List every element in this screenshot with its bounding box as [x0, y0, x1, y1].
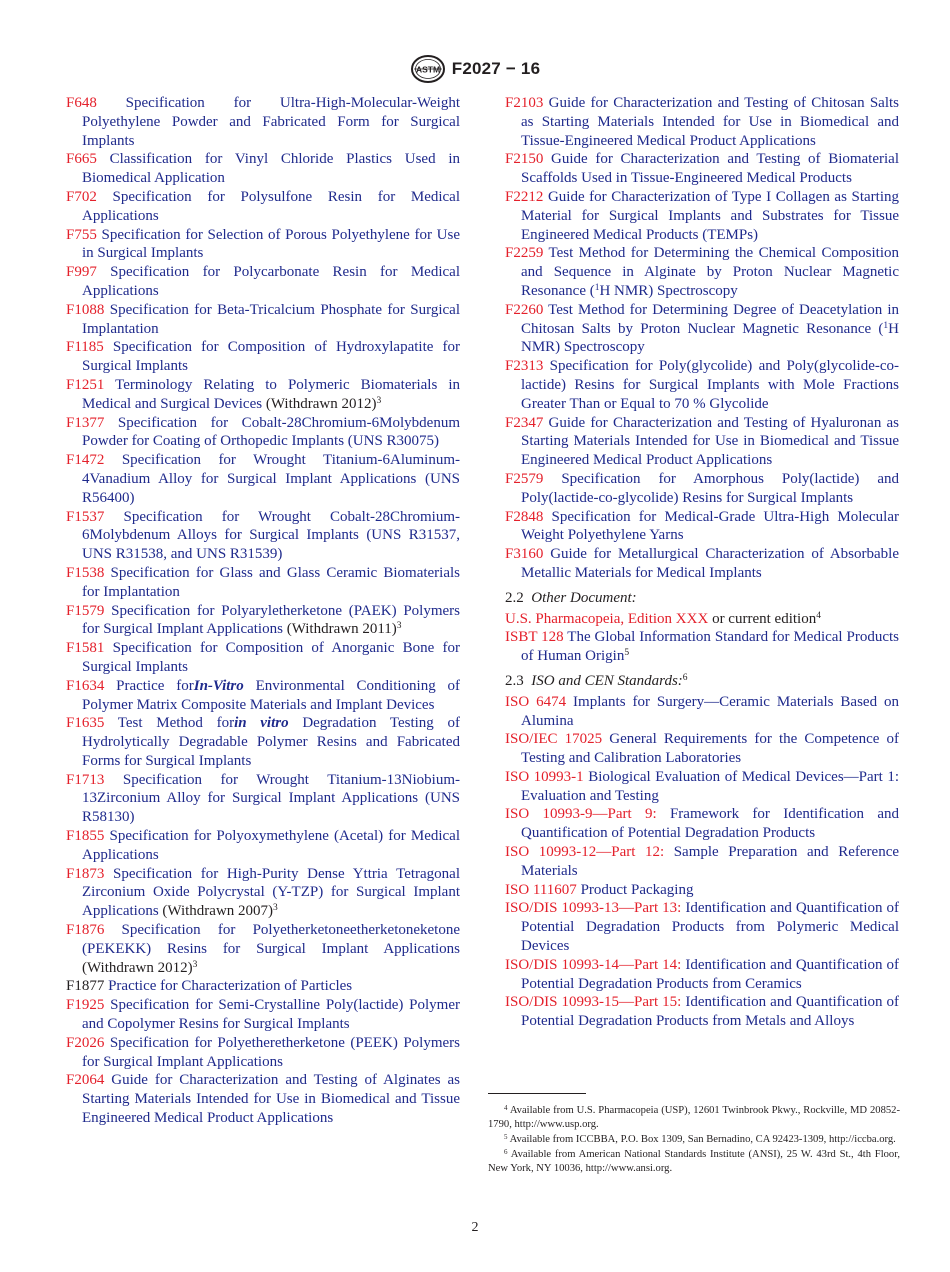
reference-title[interactable]: Specification for Wrought Titanium-6Aluminum-4Vanadium Alloy for Surgical Implant Applications (UNS R56400)	[82, 452, 461, 506]
reference-title[interactable]: Test Method for Determining the Chemical Composition and Sequence in Alginate by Proton Nuclear Magnetic Resonance (	[521, 245, 899, 299]
reference-code-link[interactable]: F1472	[66, 452, 105, 469]
reference-title[interactable]: Guide for Characterization and Testing of Biomaterial Scaffolds Used in Tissue-Engineered Medical Products	[521, 151, 899, 187]
reference-title[interactable]: Specification for Wrought Cobalt-28Chromium-6Molybdenum Alloys for Surgical Implants (UNS R31537, UNS R31538, and UNS R31539)	[82, 508, 461, 563]
reference-title[interactable]: Degradation Testing of Hydrolytically Degradable Polymer Resins and Fabricated Forms for Surgical Implants	[82, 715, 460, 769]
reference-title[interactable]: Specification for Polysulfone Resin for Medical Applications	[82, 188, 461, 224]
footnote-6	[488, 1148, 900, 1176]
reference-code-link[interactable]: F1185	[66, 339, 104, 356]
astm-logo-icon	[410, 54, 446, 84]
reference-entry	[505, 301, 899, 357]
reference-code-link[interactable]: F665	[66, 151, 97, 168]
reference-title[interactable]: Framework for Identification and Quantification of Potential Degradation Products	[521, 806, 900, 842]
reference-code-link[interactable]: F1581	[66, 640, 105, 657]
reference-code-link[interactable]: F1876	[66, 922, 105, 939]
reference-entry	[66, 677, 460, 715]
reference-title[interactable]: Test Method for Determining Degree of Deacetylation in Chitosan Salts by Proton Nuclear Magnetic Resonance (	[521, 301, 900, 337]
reference-note: (Withdrawn 2012)	[82, 959, 193, 976]
reference-title[interactable]: Specification for Composition of Hydroxylapatite for Surgical Implants	[82, 339, 460, 375]
footnote-marker: 3	[273, 903, 278, 914]
reference-entry	[66, 996, 460, 1034]
footnotes	[488, 1104, 900, 1177]
reference-entry	[66, 508, 460, 564]
footnote-number: 6	[504, 1147, 508, 1156]
reference-title[interactable]: Identification and Quantification of Potential Degradation Products from Ceramics	[521, 956, 899, 992]
reference-code-link[interactable]: F2212	[505, 188, 544, 205]
reference-code-link[interactable]: F2259	[505, 245, 544, 262]
reference-entry	[505, 993, 899, 1031]
footnote-marker: 3	[192, 959, 198, 970]
footnote-number: 5	[504, 1132, 508, 1141]
reference-code-link[interactable]: F2026	[66, 1034, 105, 1051]
reference-code-link[interactable]: F1251	[66, 376, 105, 393]
reference-entry	[505, 628, 899, 666]
reference-code-link[interactable]: ISO 6474	[505, 693, 567, 710]
reference-code-link[interactable]: F2150	[505, 151, 544, 168]
reference-title[interactable]: Specification for Composition of Anorganic Bone for Surgical Implants	[82, 640, 460, 675]
reference-title[interactable]: The Global Information Standard for Medical Products of Human Origin	[521, 629, 900, 665]
left-column	[66, 94, 460, 1128]
footnote-text: Available from ICCBBA, P.O. Box 1309, San Bernadino, CA 92423-1309, http://iccba.org.	[509, 1133, 896, 1145]
reference-title[interactable]: Specification for Medical-Grade Ultra-High Molecular Weight Polyethylene Yarns	[521, 508, 899, 544]
reference-entry	[66, 414, 460, 452]
reference-title[interactable]: Specification for Amorphous Poly(lactide) and Poly(lactide-co-glycolide) Resins for Surgical Implants	[521, 470, 899, 506]
reference-title[interactable]: Identification and Quantification of Potential Degradation Products from Metals and Alloys	[521, 994, 899, 1030]
reference-entry	[505, 805, 899, 843]
reference-note: (Withdrawn 2007)	[162, 903, 274, 920]
reference-entry	[505, 508, 899, 546]
reference-entry	[66, 150, 460, 188]
reference-title[interactable]: Specification for Ultra-High-Molecular-Weight Polyethylene Powder and Fabricated Form for Surgical Implants	[82, 95, 460, 149]
reference-title[interactable]: Practice for	[116, 677, 194, 694]
other-document-references	[505, 610, 899, 666]
reference-entry	[66, 263, 460, 301]
iso-cen-references	[505, 693, 899, 1031]
reference-code-link[interactable]: F1088	[66, 301, 105, 318]
reference-title[interactable]: Specification for Poly(glycolide) and Poly(glycolide-co-lactide) Resins for Surgical Implants with Mole Fractions Greater Than or Equal to 70 % Glycolide	[521, 358, 900, 412]
reference-title[interactable]: Guide for Characterization and Testing of Alginates as Starting Materials Intended for Use in Biomedical and Tissue Engineered Medical Product Applications	[82, 1072, 461, 1127]
reference-title[interactable]: Classification for Vinyl Chloride Plastics Used in Biomedical Application	[82, 151, 460, 187]
reference-entry	[66, 977, 460, 996]
reference-code-link[interactable]: F1634	[66, 677, 105, 694]
footnote-marker: 3	[396, 621, 402, 632]
reference-code-link[interactable]: F1377	[66, 414, 105, 431]
reference-title[interactable]: Specification for Semi-Crystalline Poly(lactide) Polymer and Copolymer Resins for Surgical Implants	[82, 997, 460, 1033]
reference-entry	[66, 94, 460, 150]
reference-title[interactable]: Biological Evaluation of Medical Devices—Part 1: Evaluation and Testing	[521, 768, 899, 804]
document-designation: F2027 − 16	[451, 59, 541, 78]
reference-title[interactable]: Specification for High-Purity Dense Yttria Tetragonal Zirconium Oxide Polycrystal (Y-TZP) for Surgical Implant Applications	[82, 865, 460, 920]
page-number: 2	[471, 1220, 479, 1235]
reference-title[interactable]: Environmental Conditioning of Polymer Matrix Composite Materials and Implant Devices	[82, 677, 461, 713]
reference-title[interactable]: Guide for Characterization and Testing of Hyaluronan as Starting Materials Intended for Use in Biomedical and Tissue Engineered Medical Product Applications	[521, 414, 899, 469]
reference-code-link[interactable]: F702	[66, 188, 97, 205]
reference-entry	[505, 730, 899, 768]
reference-entry	[505, 188, 899, 244]
reference-entry	[66, 301, 460, 339]
reference-code-link[interactable]: ISO 10993-12—Part 12:	[505, 844, 665, 861]
reference-code-link[interactable]: F2313	[505, 358, 544, 375]
reference-entry	[66, 1034, 460, 1072]
reference-code-link[interactable]: F1877	[66, 978, 105, 995]
reference-code-link[interactable]: F2103	[505, 95, 544, 111]
reference-entry	[66, 639, 460, 677]
reference-entry	[66, 564, 460, 602]
reference-title[interactable]: Specification for Glass and Glass Ceramic Biomaterials for Implantation	[82, 564, 460, 600]
reference-title[interactable]: H NMR) Spectroscopy	[521, 320, 899, 356]
reference-title[interactable]: Sample Preparation and Reference Materials	[521, 844, 900, 879]
reference-title[interactable]: Practice for Characterization of Particles	[108, 978, 353, 995]
reference-entry	[505, 899, 899, 955]
reference-code-link[interactable]: ISO 10993-9—Part 9:	[505, 806, 657, 823]
reference-title[interactable]: Specification for Selection of Porous Polyethylene for Use in Surgical Implants	[82, 226, 460, 262]
reference-title[interactable]: Specification for Polyetheretherketone (PEEK) Polymers for Surgical Implant Applications	[82, 1034, 460, 1070]
reference-code-link[interactable]: ISO/DIS 10993-14—Part 14:	[505, 956, 682, 973]
reference-code-link[interactable]: F1925	[66, 997, 105, 1014]
reference-title[interactable]: Test Method for	[117, 715, 235, 732]
footnote-4	[488, 1104, 900, 1132]
reference-title[interactable]: Product Packaging	[580, 881, 694, 898]
reference-entry	[66, 602, 460, 640]
reference-title[interactable]: Identification and Quantification of Potential Degradation Products from Polymeric Medical Devices	[521, 900, 899, 955]
reference-code-link[interactable]: F2848	[505, 508, 544, 525]
reference-entry	[505, 610, 899, 629]
reference-entry	[505, 956, 899, 994]
reference-entry	[66, 921, 460, 977]
footnote-divider	[488, 1093, 586, 1094]
reference-title-superscript: 1	[594, 282, 600, 293]
reference-title[interactable]: Specification for Cobalt-28Chromium-6Molybdenum Powder for Coating of Orthopedic Implants (UNS R30075)	[82, 414, 461, 450]
reference-code-link[interactable]: ISO/IEC 17025	[505, 731, 603, 748]
reference-code-link[interactable]: F2579	[505, 470, 544, 487]
reference-title[interactable]: H NMR) Spectroscopy	[599, 282, 738, 299]
reference-code-link[interactable]: ISO 111607	[505, 881, 577, 898]
astm-references-continued	[505, 94, 899, 583]
reference-entry	[66, 338, 460, 376]
right-column	[505, 94, 899, 1031]
footnote-number: 4	[504, 1104, 508, 1112]
footnote-text: Available from U.S. Pharmacopeia (USP), 12601 Twinbrook Pkwy., Rockville, MD 20852-1790, http://www.usp.org.	[488, 1105, 900, 1131]
reference-title[interactable]: Guide for Metallurgical Characterization of Absorbable Metallic Materials for Medical Implants	[521, 546, 899, 581]
reference-entry	[505, 843, 899, 881]
reference-code-link[interactable]: F997	[66, 264, 97, 281]
reference-note: or current edition	[712, 610, 817, 627]
reference-code-link[interactable]: F1579	[66, 602, 105, 619]
reference-code-link[interactable]: ISO 10993-1	[505, 768, 584, 785]
reference-entry	[505, 150, 899, 188]
reference-entry	[66, 714, 460, 770]
footnote-5	[488, 1133, 900, 1147]
reference-entry	[66, 226, 460, 264]
reference-entry	[66, 1071, 460, 1127]
reference-code-link[interactable]: F1537	[66, 508, 105, 525]
reference-entry	[505, 94, 899, 150]
reference-code-link[interactable]: F2064	[66, 1072, 105, 1089]
reference-title[interactable]: Specification for Polycarbonate Resin for Medical Applications	[82, 264, 460, 299]
reference-entry	[66, 865, 460, 921]
reference-title[interactable]: Specification for Polyaryletherketone (PAEK) Polymers for Surgical Implant Applications	[82, 602, 461, 638]
reference-entry	[66, 827, 460, 865]
reference-code-link[interactable]: F648	[66, 95, 97, 111]
reference-entry	[505, 768, 899, 806]
footnote-marker: 4	[816, 610, 821, 621]
footnote-marker: 3	[376, 395, 382, 406]
reference-code-link[interactable]: F1713	[66, 771, 105, 788]
reference-title[interactable]: Specification for Wrought Titanium-13Niobium-13Zirconium Alloy for Surgical Implant Applications (UNS R58130)	[82, 771, 460, 826]
reference-code-link[interactable]: F1538	[66, 564, 105, 581]
reference-title[interactable]: Implants for Surgery—Ceramic Materials Based on Alumina	[521, 693, 900, 729]
reference-code-link[interactable]: ISO/DIS 10993-15—Part 15:	[505, 994, 682, 1011]
section-2-2-heading: 2.2 Other Document:	[505, 589, 637, 606]
reference-entry	[66, 771, 460, 827]
reference-entry	[66, 188, 460, 226]
reference-title-superscript: 1	[883, 320, 889, 331]
reference-code-link[interactable]: F2347	[505, 414, 544, 431]
page-header	[0, 54, 950, 84]
reference-code-link[interactable]: F1873	[66, 865, 105, 882]
reference-entry	[505, 244, 899, 300]
section-2-3-heading: 2.3 ISO and CEN Standards:$^6$	[505, 672, 688, 689]
reference-entry	[505, 545, 899, 583]
reference-title[interactable]: Terminology Relating to Polymeric Biomaterials in Medical and Surgical Devices	[82, 376, 460, 412]
reference-code-link[interactable]: ISBT 128	[505, 629, 564, 646]
reference-title-emphasis[interactable]: In-Vitro	[193, 677, 244, 694]
reference-entry	[66, 451, 460, 507]
reference-code-link[interactable]: F755	[66, 226, 97, 243]
reference-entry	[505, 470, 899, 508]
reference-note: (Withdrawn 2012)	[265, 395, 377, 412]
reference-note: (Withdrawn 2011)	[286, 621, 397, 638]
footnote-marker: 5	[624, 648, 630, 659]
reference-title[interactable]: Guide for Characterization and Testing of Chitosan Salts as Starting Materials Intended for Use in Biomedical and Tissue-Engineered Medical Product Applications	[521, 95, 900, 149]
reference-title[interactable]: Guide for Characterization of Type I Collagen as Starting Material for Surgical Implants and Substrates for Tissue Engineered Medical Products (TEMPs)	[521, 188, 900, 243]
reference-title[interactable]: General Requirements for the Competence of Testing and Calibration Laboratories	[521, 731, 900, 767]
reference-code-link[interactable]: F1635	[66, 715, 105, 732]
svg-text:ASTM: ASTM	[415, 64, 440, 75]
reference-entry	[505, 881, 899, 900]
reference-title-emphasis[interactable]: in vitro	[234, 715, 289, 732]
reference-entry	[505, 414, 899, 470]
reference-code-link[interactable]: ISO/DIS 10993-13—Part 13:	[505, 900, 682, 917]
reference-title[interactable]: Specification for Beta-Tricalcium Phosphate for Surgical Implantation	[82, 301, 460, 337]
reference-entry	[66, 376, 460, 414]
reference-code-link[interactable]: F2260	[505, 301, 544, 318]
reference-code-link[interactable]: U.S. Pharmacopeia, Edition XXX	[505, 610, 709, 627]
reference-title[interactable]: Specification for Polyetherketoneetherketoneketone (PEKEKK) Resins for Surgical Implant Applications	[82, 922, 460, 957]
reference-code-link[interactable]: F1855	[66, 828, 105, 845]
reference-entry	[505, 693, 899, 731]
reference-entry	[505, 357, 899, 413]
reference-code-link[interactable]: F3160	[505, 546, 544, 563]
footnote-text: Available from American National Standards Institute (ANSI), 25 W. 43rd St., 4th Floor, New York, NY 10036, http://www.ansi.org.	[488, 1148, 900, 1174]
reference-title[interactable]: Specification for Polyoxymethylene (Acetal) for Medical Applications	[82, 828, 461, 863]
